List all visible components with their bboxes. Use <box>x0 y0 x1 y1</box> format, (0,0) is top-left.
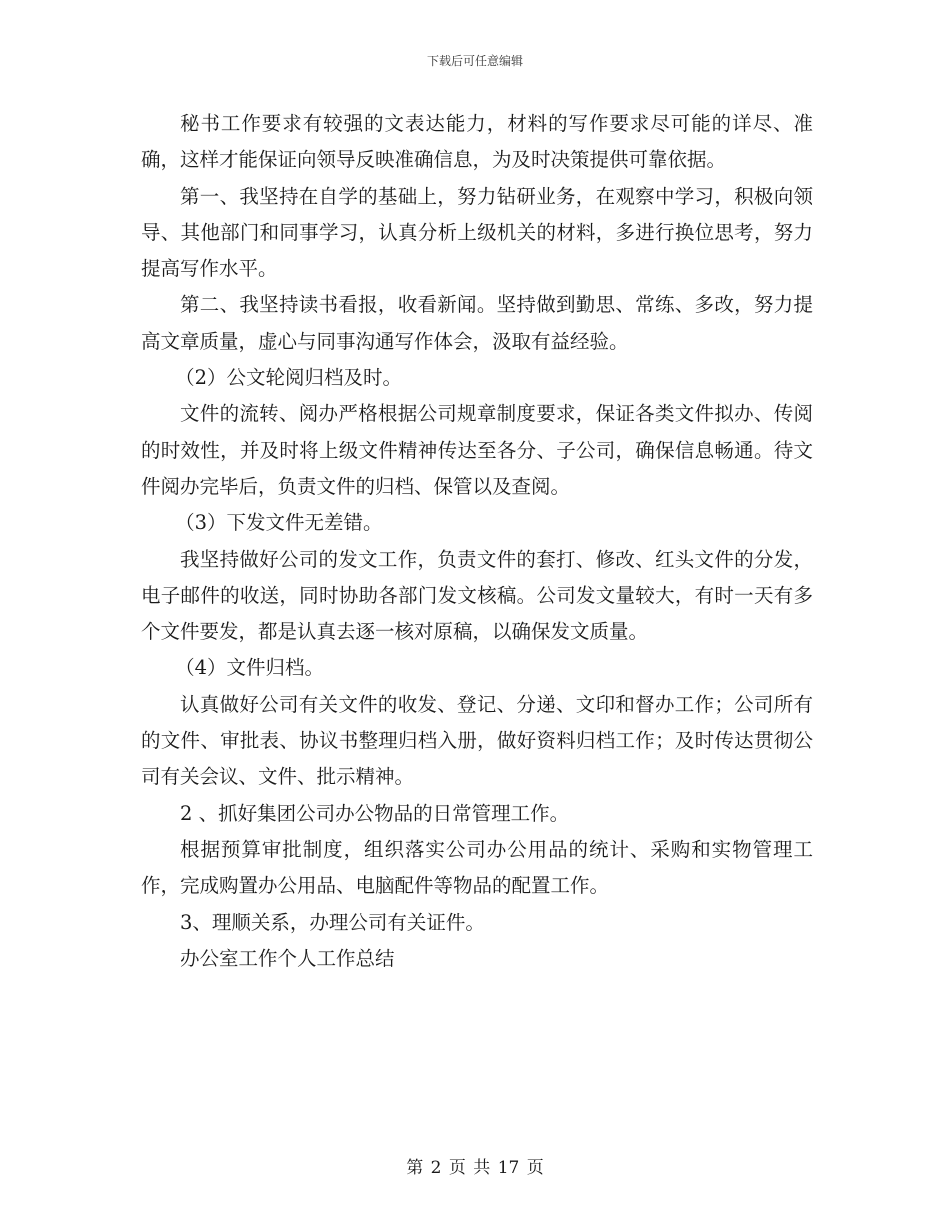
section-title: 办公室工作个人工作总结 <box>180 946 395 970</box>
section-heading: 2 、抓好集团公司办公物品的日常管理工作。 <box>180 801 570 825</box>
page-header: 下载后可任意编辑 <box>426 54 523 68</box>
subheading: （2）公文轮阅归档及时。 <box>175 366 403 390</box>
document-body <box>141 106 813 977</box>
paragraph: 第二、我坚持读书看报，收看新闻。坚持做到勤思、常练、多改，努力提高文章质量，虚心与同事沟通写作体会，汲取有益经验。 <box>141 293 813 353</box>
paragraph: 我坚持做好公司的发文工作，负责文件的套打、修改、红头文件的分发，电子邮件的收送，同时协助各部门发文核稿。公司发文量较大，有时一天有多个文件要发，都是认真去逐一核对原稿，以确保发文质量。 <box>141 547 813 644</box>
paragraph: 第一、我坚持在自学的基础上，努力钻研业务，在观察中学习，积极向领导、其他部门和同事学习，认真分析上级机关的材料，多进行换位思考，努力提高写作水平。 <box>141 184 813 281</box>
subheading: （3）下发文件无差错。 <box>175 511 383 535</box>
paragraph: 根据预算审批制度，组织落实公司办公用品的统计、采购和实物管理工作，完成购置办公用品、电脑配件等物品的配置工作。 <box>141 837 813 898</box>
page-number-footer: 第 2 页 共 17 页 <box>406 1158 544 1178</box>
subheading: （4）文件归档。 <box>175 656 325 680</box>
paragraph: 秘书工作要求有较强的文表达能力，材料的写作要求尽可能的详尽、准确，这样才能保证向领导反映准确信息，为及时决策提供可靠依据。 <box>141 112 813 172</box>
section-heading: 3、理顺关系，办理公司有关证件。 <box>180 910 485 934</box>
paragraph: 文件的流转、阅办严格根据公司规章制度要求，保证各类文件拟办、传阅的时效性，并及时将上级文件精神传达至各分、子公司，确保信息畅通。待文件阅办完毕后，负责文件的归档、保管以及查阅。 <box>141 402 813 498</box>
paragraph: 认真做好公司有关文件的收发、登记、分递、文印和督办工作；公司所有的文件、审批表、协议书整理归档入册，做好资料归档工作；及时传达贯彻公司有关会议、文件、批示精神。 <box>141 692 813 789</box>
